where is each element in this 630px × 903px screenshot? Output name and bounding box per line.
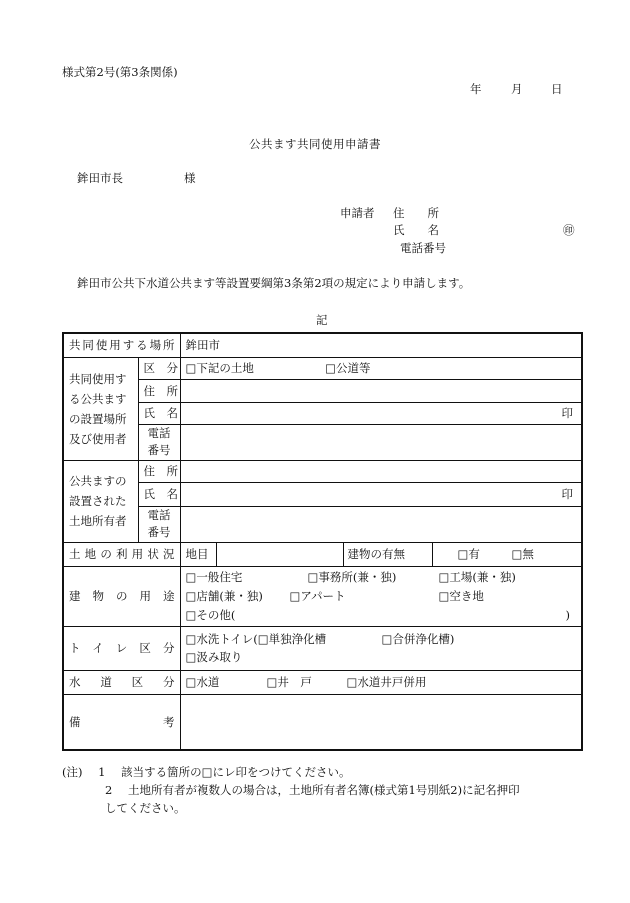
user-name-field[interactable] (180, 402, 582, 424)
applicant-name-label: 氏 名 (393, 223, 439, 237)
user-address-label: 住 所 (138, 379, 180, 402)
date-year-label: 年 (470, 82, 482, 96)
checkbox-water-well-combined[interactable]: □水道井戸併用 (346, 675, 427, 689)
section1-label: 共同使用する公共ますの設置場所及び使用者 (63, 357, 138, 460)
application-table (62, 332, 583, 751)
date-month-label: 月 (511, 82, 523, 96)
table-row (63, 333, 582, 357)
note-1: (注) 1 該当する箇所の□にレ印をつけてください。 (62, 765, 351, 779)
addressee: 鉾田市長 (77, 171, 123, 185)
page-title: 公共ます共同使用申請書 (249, 137, 381, 151)
owner-seal-mark: 印 (561, 487, 573, 501)
form-number: 様式第2号(第3条関係) (62, 65, 178, 79)
owner-phone-field[interactable] (180, 506, 582, 542)
checkbox-well[interactable]: □井 戸 (266, 675, 312, 689)
checkbox-vacant-lot[interactable]: □空き地 (438, 588, 484, 603)
body-text: 鉾田市公共下水道公共ます等設置要綱第3条第2項の規定により申請します。 (77, 276, 471, 290)
remarks-label: 備考 (63, 694, 180, 750)
shared-place-label: 共同使用する場所 (63, 333, 180, 357)
toilet-options (180, 626, 582, 670)
land-use-label: 土地の利用状況 (63, 542, 180, 566)
user-name-label: 氏 名 (138, 402, 180, 424)
water-label: 水道区分 (63, 670, 180, 694)
checkbox-city-water[interactable]: □水道 (185, 675, 220, 689)
table-row (63, 482, 582, 506)
table-row (63, 626, 582, 670)
applicant-phone-label: 電話番号 (400, 241, 446, 255)
checkbox-apartment[interactable]: □アパート (289, 588, 346, 603)
checkbox-pit-toilet[interactable]: □汲み取り (185, 650, 243, 664)
table-row (63, 357, 582, 379)
section2-label: 公共ますの設置された土地所有者 (63, 460, 138, 542)
table-row (63, 402, 582, 424)
toilet-label: トイレ区分 (63, 626, 180, 670)
chimoku-label: 地目 (181, 543, 217, 566)
user-seal-mark: 印 (561, 406, 573, 420)
user-address-field[interactable] (180, 379, 582, 402)
checkbox-public-road[interactable]: □公道等 (325, 361, 371, 375)
checkbox-land-below[interactable]: □下記の土地 (185, 361, 254, 375)
table-row (63, 566, 582, 626)
user-phone-field[interactable] (180, 424, 582, 460)
applicant-address-label: 住 所 (393, 206, 439, 220)
checkbox-factory[interactable]: □工場(兼・独) (438, 569, 516, 584)
table-row (63, 670, 582, 694)
checkbox-store[interactable]: □店舗(兼・独) (185, 588, 263, 603)
applicant-label: 申請者 (340, 206, 375, 220)
note-2: 2 土地所有者が複数人の場合は，土地所有者名簿(様式第1号別紙2)に記名押印 (105, 783, 520, 797)
building-use-label: 建物の用途 (63, 566, 180, 626)
remarks-field[interactable] (180, 694, 582, 750)
table-row (63, 694, 582, 750)
building-exists-options (433, 543, 582, 566)
seal-mark: ㊞ (563, 223, 575, 237)
owner-address-field[interactable] (180, 460, 582, 482)
user-phone-label: 電話番号 (138, 424, 180, 460)
table-row (63, 460, 582, 482)
note-prefix: (注) (62, 765, 83, 779)
checkbox-building-yes[interactable]: □有 (457, 547, 480, 561)
kubun-label: 区 分 (138, 357, 180, 379)
other-close-paren: ) (565, 607, 570, 622)
owner-phone-label: 電話番号 (138, 506, 180, 542)
checkbox-office[interactable]: □事務所(兼・独) (307, 569, 397, 584)
building-exists-label: 建物の有無 (344, 543, 433, 566)
ki-label: 記 (316, 313, 328, 327)
table-row (63, 542, 582, 566)
water-options (180, 670, 582, 694)
land-use-cell (180, 542, 582, 566)
checkbox-other[interactable]: □その他( (185, 607, 236, 622)
checkbox-building-no[interactable]: □無 (511, 547, 534, 561)
kubun-options (180, 357, 582, 379)
note-2-continued: してください。 (105, 801, 186, 815)
owner-name-field[interactable] (180, 482, 582, 506)
shared-place-value[interactable]: 鉾田市 (180, 333, 582, 357)
table-row (63, 379, 582, 402)
building-use-options (180, 566, 582, 626)
date-day-label: 日 (551, 82, 563, 96)
checkbox-combined-septic[interactable]: □合併浄化槽) (381, 632, 455, 646)
chimoku-field[interactable] (217, 543, 344, 566)
honorific: 様 (184, 171, 196, 185)
table-row (63, 506, 582, 542)
checkbox-house[interactable]: □一般住宅 (185, 569, 243, 584)
owner-name-label: 氏 名 (138, 482, 180, 506)
owner-address-label: 住 所 (138, 460, 180, 482)
table-row (63, 424, 582, 460)
checkbox-flush-toilet[interactable]: □水洗トイレ(□単独浄化槽 (185, 632, 327, 646)
